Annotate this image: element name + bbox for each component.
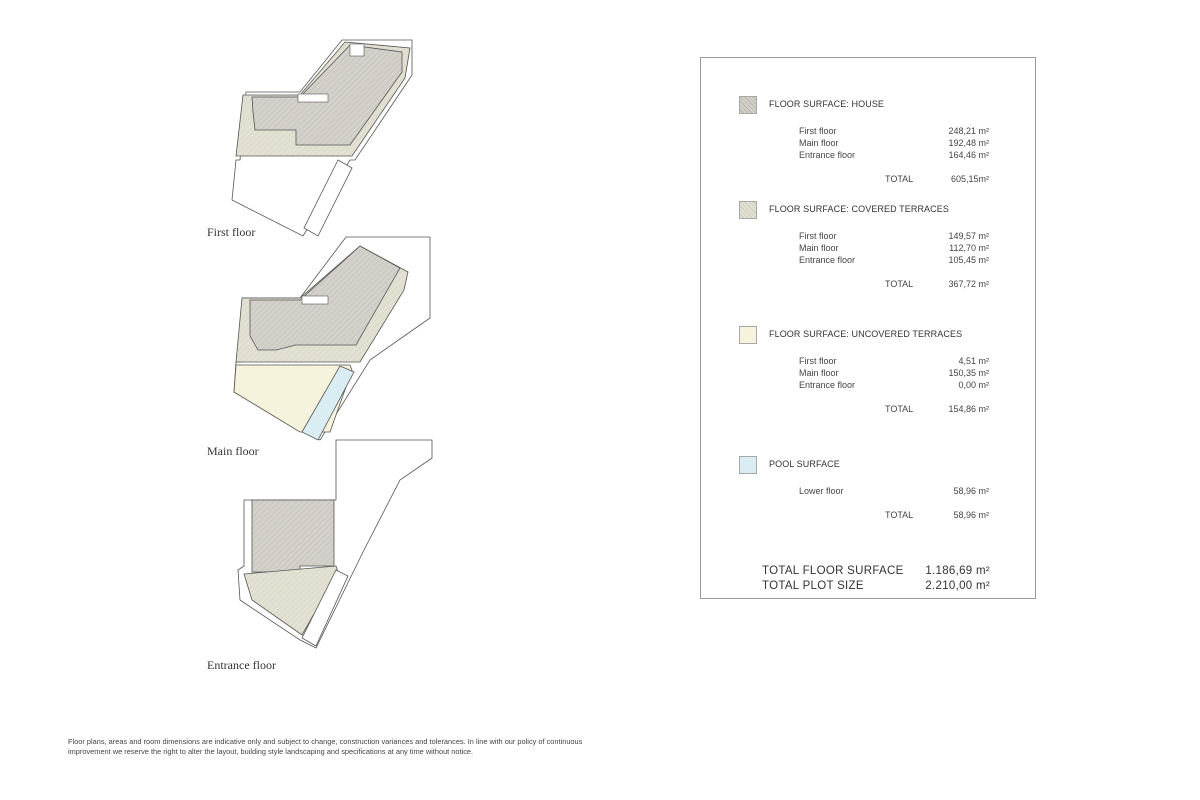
legend-row xyxy=(799,486,989,498)
row-value: 0,00 m² xyxy=(958,380,989,390)
row-value: 4,51 m² xyxy=(958,356,989,366)
legend-section-house xyxy=(739,96,1009,184)
total-label: TOTAL xyxy=(885,404,914,414)
total-floor-surface xyxy=(762,565,990,579)
row-label: First floor xyxy=(799,356,837,366)
row-label: Main floor xyxy=(799,243,839,253)
surface-legend-panel xyxy=(700,57,1036,599)
row-value: 58,96 m² xyxy=(953,486,989,496)
legend-row xyxy=(799,243,989,255)
total-value: 367,72 m² xyxy=(948,279,989,289)
row-label: Entrance floor xyxy=(799,255,856,265)
first-floor-opening xyxy=(298,94,328,102)
section-title: POOL SURFACE xyxy=(769,459,840,469)
swatch-house xyxy=(739,96,757,114)
legend-row xyxy=(799,231,989,243)
first-floor-label: First floor xyxy=(207,225,256,239)
legend-row xyxy=(799,138,989,150)
main-floor-label: Main floor xyxy=(207,444,259,458)
legend-total xyxy=(799,174,989,186)
total-value: 154,86 m² xyxy=(948,404,989,414)
row-value: 248,21 m² xyxy=(948,126,989,136)
row-label: First floor xyxy=(799,231,837,241)
legend-section-pool xyxy=(739,456,1009,520)
total-value: 58,96 m² xyxy=(953,510,989,520)
row-label: Entrance floor xyxy=(799,150,856,160)
first-floor-skylight xyxy=(350,44,364,56)
legend-row xyxy=(799,126,989,138)
entrance-floor-house-area xyxy=(252,500,334,572)
row-value: 150,35 m² xyxy=(948,368,989,378)
total-plot-size xyxy=(762,580,990,594)
swatch-pool xyxy=(739,456,757,474)
total-label: TOTAL xyxy=(885,279,914,289)
first-floor-plan xyxy=(232,40,412,236)
row-value: 105,45 m² xyxy=(948,255,989,265)
row-value: 112,70 m² xyxy=(949,243,989,253)
row-label: Main floor xyxy=(799,368,839,378)
row-label: Main floor xyxy=(799,138,839,148)
section-title: FLOOR SURFACE: UNCOVERED TERRACES xyxy=(769,329,963,339)
total-floor-surface-value: 1.186,69 m² xyxy=(925,565,990,577)
section-title: FLOOR SURFACE: COVERED TERRACES xyxy=(769,204,949,214)
total-floor-surface-label: TOTAL FLOOR SURFACE xyxy=(762,565,904,577)
total-plot-size-label: TOTAL PLOT SIZE xyxy=(762,580,864,592)
row-value: 149,57 m² xyxy=(948,231,989,241)
entrance-floor-label: Entrance floor xyxy=(207,658,276,672)
legend-row xyxy=(799,368,989,380)
legend-total xyxy=(799,404,989,416)
total-plot-size-value: 2.210,00 m² xyxy=(925,580,990,592)
total-value: 605,15m² xyxy=(950,174,989,184)
row-value: 164,46 m² xyxy=(948,150,989,160)
main-floor-opening xyxy=(302,296,328,304)
row-label: Lower floor xyxy=(799,486,844,496)
section-title: FLOOR SURFACE: HOUSE xyxy=(769,99,885,109)
row-value: 192,48 m² xyxy=(948,138,989,148)
total-label: TOTAL xyxy=(885,174,914,184)
legend-row xyxy=(799,255,989,267)
legend-section-uncovered-terraces xyxy=(739,326,1009,414)
entrance-floor-plan xyxy=(238,440,432,648)
legend-total xyxy=(799,510,989,522)
disclaimer-text: Floor plans, areas and room dimensions are indicative only and subject to change, construction variances and tolerances. In line with our policy of continuous improvement we reserve the right to alter the layout, building style landscaping and specifications at any time without notice. xyxy=(68,737,583,756)
legend-row xyxy=(799,150,989,162)
row-label: Entrance floor xyxy=(799,380,856,390)
legend-row xyxy=(799,356,989,368)
legend-total xyxy=(799,279,989,291)
swatch-uncovered-terraces xyxy=(739,326,757,344)
row-label: First floor xyxy=(799,126,837,136)
legend-row xyxy=(799,380,989,392)
total-label: TOTAL xyxy=(885,510,914,520)
swatch-covered-terraces xyxy=(739,201,757,219)
main-floor-plan xyxy=(234,237,430,440)
legend-section-covered-terraces xyxy=(739,201,1009,289)
